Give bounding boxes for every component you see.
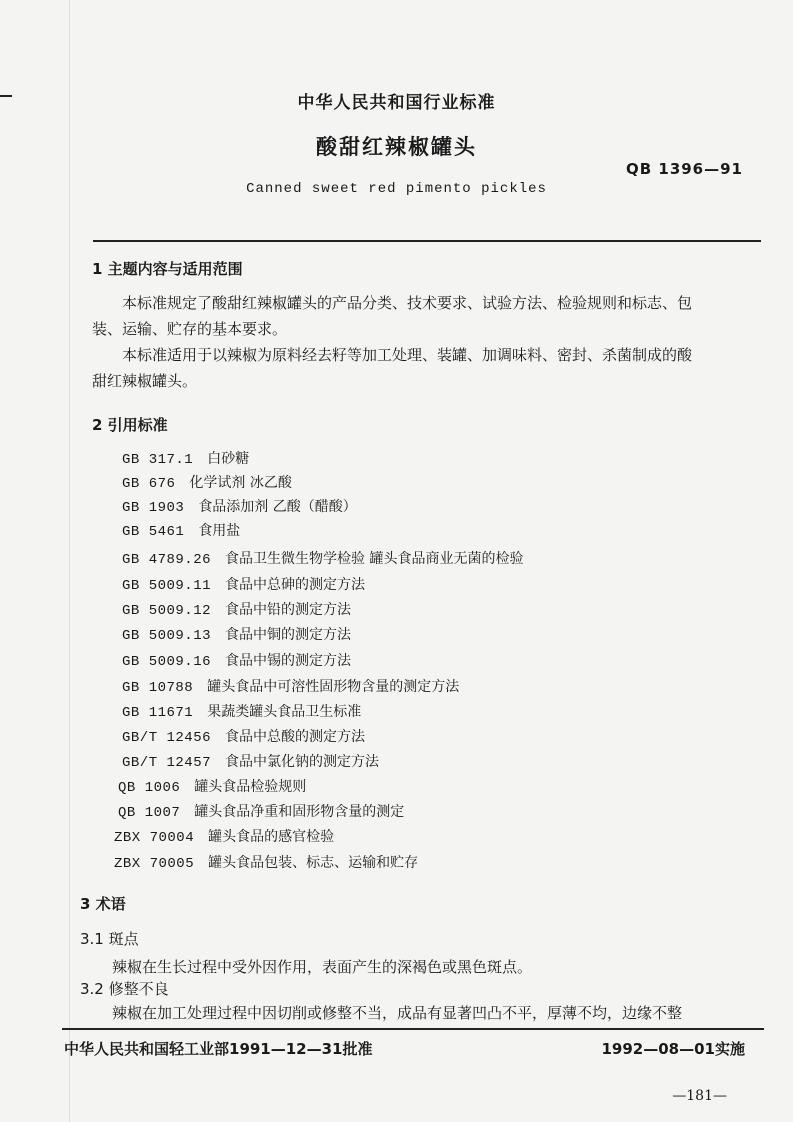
subsection-3-1-title: 3.1 斑点 (80, 930, 139, 948)
ref-code: GB 1903 (122, 500, 185, 516)
ref-code: GB 11671 (122, 705, 194, 721)
section-1-p1-line2: 装、运输、贮存的基本要求。 (92, 320, 288, 338)
issuing-org-title: 中华人民共和国行业标准 (297, 93, 496, 113)
ref-code: GB/T 12456 (122, 730, 212, 746)
section-1-heading: 1 主题内容与适用范围 (92, 260, 243, 278)
ref-name: 化学试剂 冰乙酸 (189, 475, 292, 491)
section-1-p2-line2: 甜红辣椒罐头。 (92, 372, 198, 390)
ref-item (122, 650, 351, 670)
ref-item (114, 852, 418, 872)
ref-item (114, 826, 334, 846)
ref-name: 食品中铅的测定方法 (225, 602, 352, 618)
ref-item (122, 751, 379, 771)
subsection-3-2-text: 辣椒在加工处理过程中因切削或修整不当，成品有显著凹凸不平，厚薄不均，边缘不整 (112, 1004, 683, 1022)
section-1-p2-line1: 本标准适用于以辣椒为原料经去籽等加工处理、装罐、加调味料、密封、杀菌制成的酸 (122, 346, 693, 364)
ref-item (122, 496, 357, 516)
ref-code: GB 5009.11 (122, 578, 212, 594)
ref-code: QB 1007 (118, 805, 181, 821)
ref-item (118, 776, 306, 796)
ref-item (122, 726, 365, 746)
page-number: —181— (672, 1088, 727, 1104)
ref-name: 食品中总砷的测定方法 (225, 577, 366, 593)
ref-name: 食品中氯化钠的测定方法 (225, 754, 380, 770)
scan-fold-line (69, 0, 70, 1122)
ref-code: GB 5009.13 (122, 628, 212, 644)
ref-name: 罐头食品净重和固形物含量的测定 (194, 804, 405, 820)
ref-name: 白砂糖 (207, 451, 250, 467)
ref-item (122, 472, 292, 492)
ref-name: 果蔬类罐头食品卫生标准 (207, 704, 362, 720)
section-3-heading: 3 术语 (80, 895, 126, 913)
ref-name: 罐头食品包装、标志、运输和贮存 (208, 855, 419, 871)
footer-rule (62, 1028, 764, 1030)
ref-item (122, 676, 459, 696)
ref-code: GB 317.1 (122, 452, 194, 468)
ref-name: 罐头食品的感官检验 (208, 829, 335, 845)
implementation-date: 1992—08—01实施 (601, 1040, 745, 1058)
ref-code: GB 5009.12 (122, 603, 212, 619)
ref-item (122, 574, 365, 594)
section-2-heading: 2 引用标准 (92, 416, 168, 434)
ref-code: GB 5009.16 (122, 654, 212, 670)
approval-line: 中华人民共和国轻工业部1991—12—31批准 (64, 1040, 373, 1058)
ref-code: QB 1006 (118, 780, 181, 796)
ref-code: GB 10788 (122, 680, 194, 696)
ref-name: 罐头食品检验规则 (194, 779, 307, 795)
ref-item (122, 701, 361, 721)
ref-name: 食品中总酸的测定方法 (225, 729, 366, 745)
ref-code: GB 4789.26 (122, 552, 212, 568)
ref-item (122, 448, 249, 468)
ref-code: ZBX 70005 (114, 856, 195, 872)
subsection-3-2-title: 3.2 修整不良 (80, 980, 169, 998)
ref-code: GB 5461 (122, 524, 185, 540)
ref-code: GB 676 (122, 476, 176, 492)
standard-title-cn: 酸甜红辣椒罐头 (316, 134, 477, 159)
ref-item (118, 801, 404, 821)
ref-name: 食品中铜的测定方法 (225, 627, 352, 643)
standard-title-en: Canned sweet red pimento pickles (246, 181, 547, 197)
ref-name: 食品添加剂 乙酸（醋酸） (198, 499, 357, 515)
ref-name: 食用盐 (198, 523, 241, 539)
ref-item (122, 624, 351, 644)
subsection-3-1-text: 辣椒在生长过程中受外因作用，表面产生的深褐色或黑色斑点。 (112, 958, 533, 976)
header-rule (93, 240, 761, 242)
ref-item (122, 599, 351, 619)
ref-name: 食品卫生微生物学检验 罐头食品商业无菌的检验 (225, 551, 524, 567)
ref-name: 食品中锡的测定方法 (225, 653, 352, 669)
standard-number: QB 1396—91 (625, 160, 743, 178)
ref-code: GB/T 12457 (122, 755, 212, 771)
ref-item (122, 520, 240, 540)
ref-item (122, 548, 523, 568)
ref-name: 罐头食品中可溶性固形物含量的测定方法 (207, 679, 460, 695)
ref-code: ZBX 70004 (114, 830, 195, 846)
section-1-p1-line1: 本标准规定了酸甜红辣椒罐头的产品分类、技术要求、试验方法、检验规则和标志、包 (122, 294, 693, 312)
